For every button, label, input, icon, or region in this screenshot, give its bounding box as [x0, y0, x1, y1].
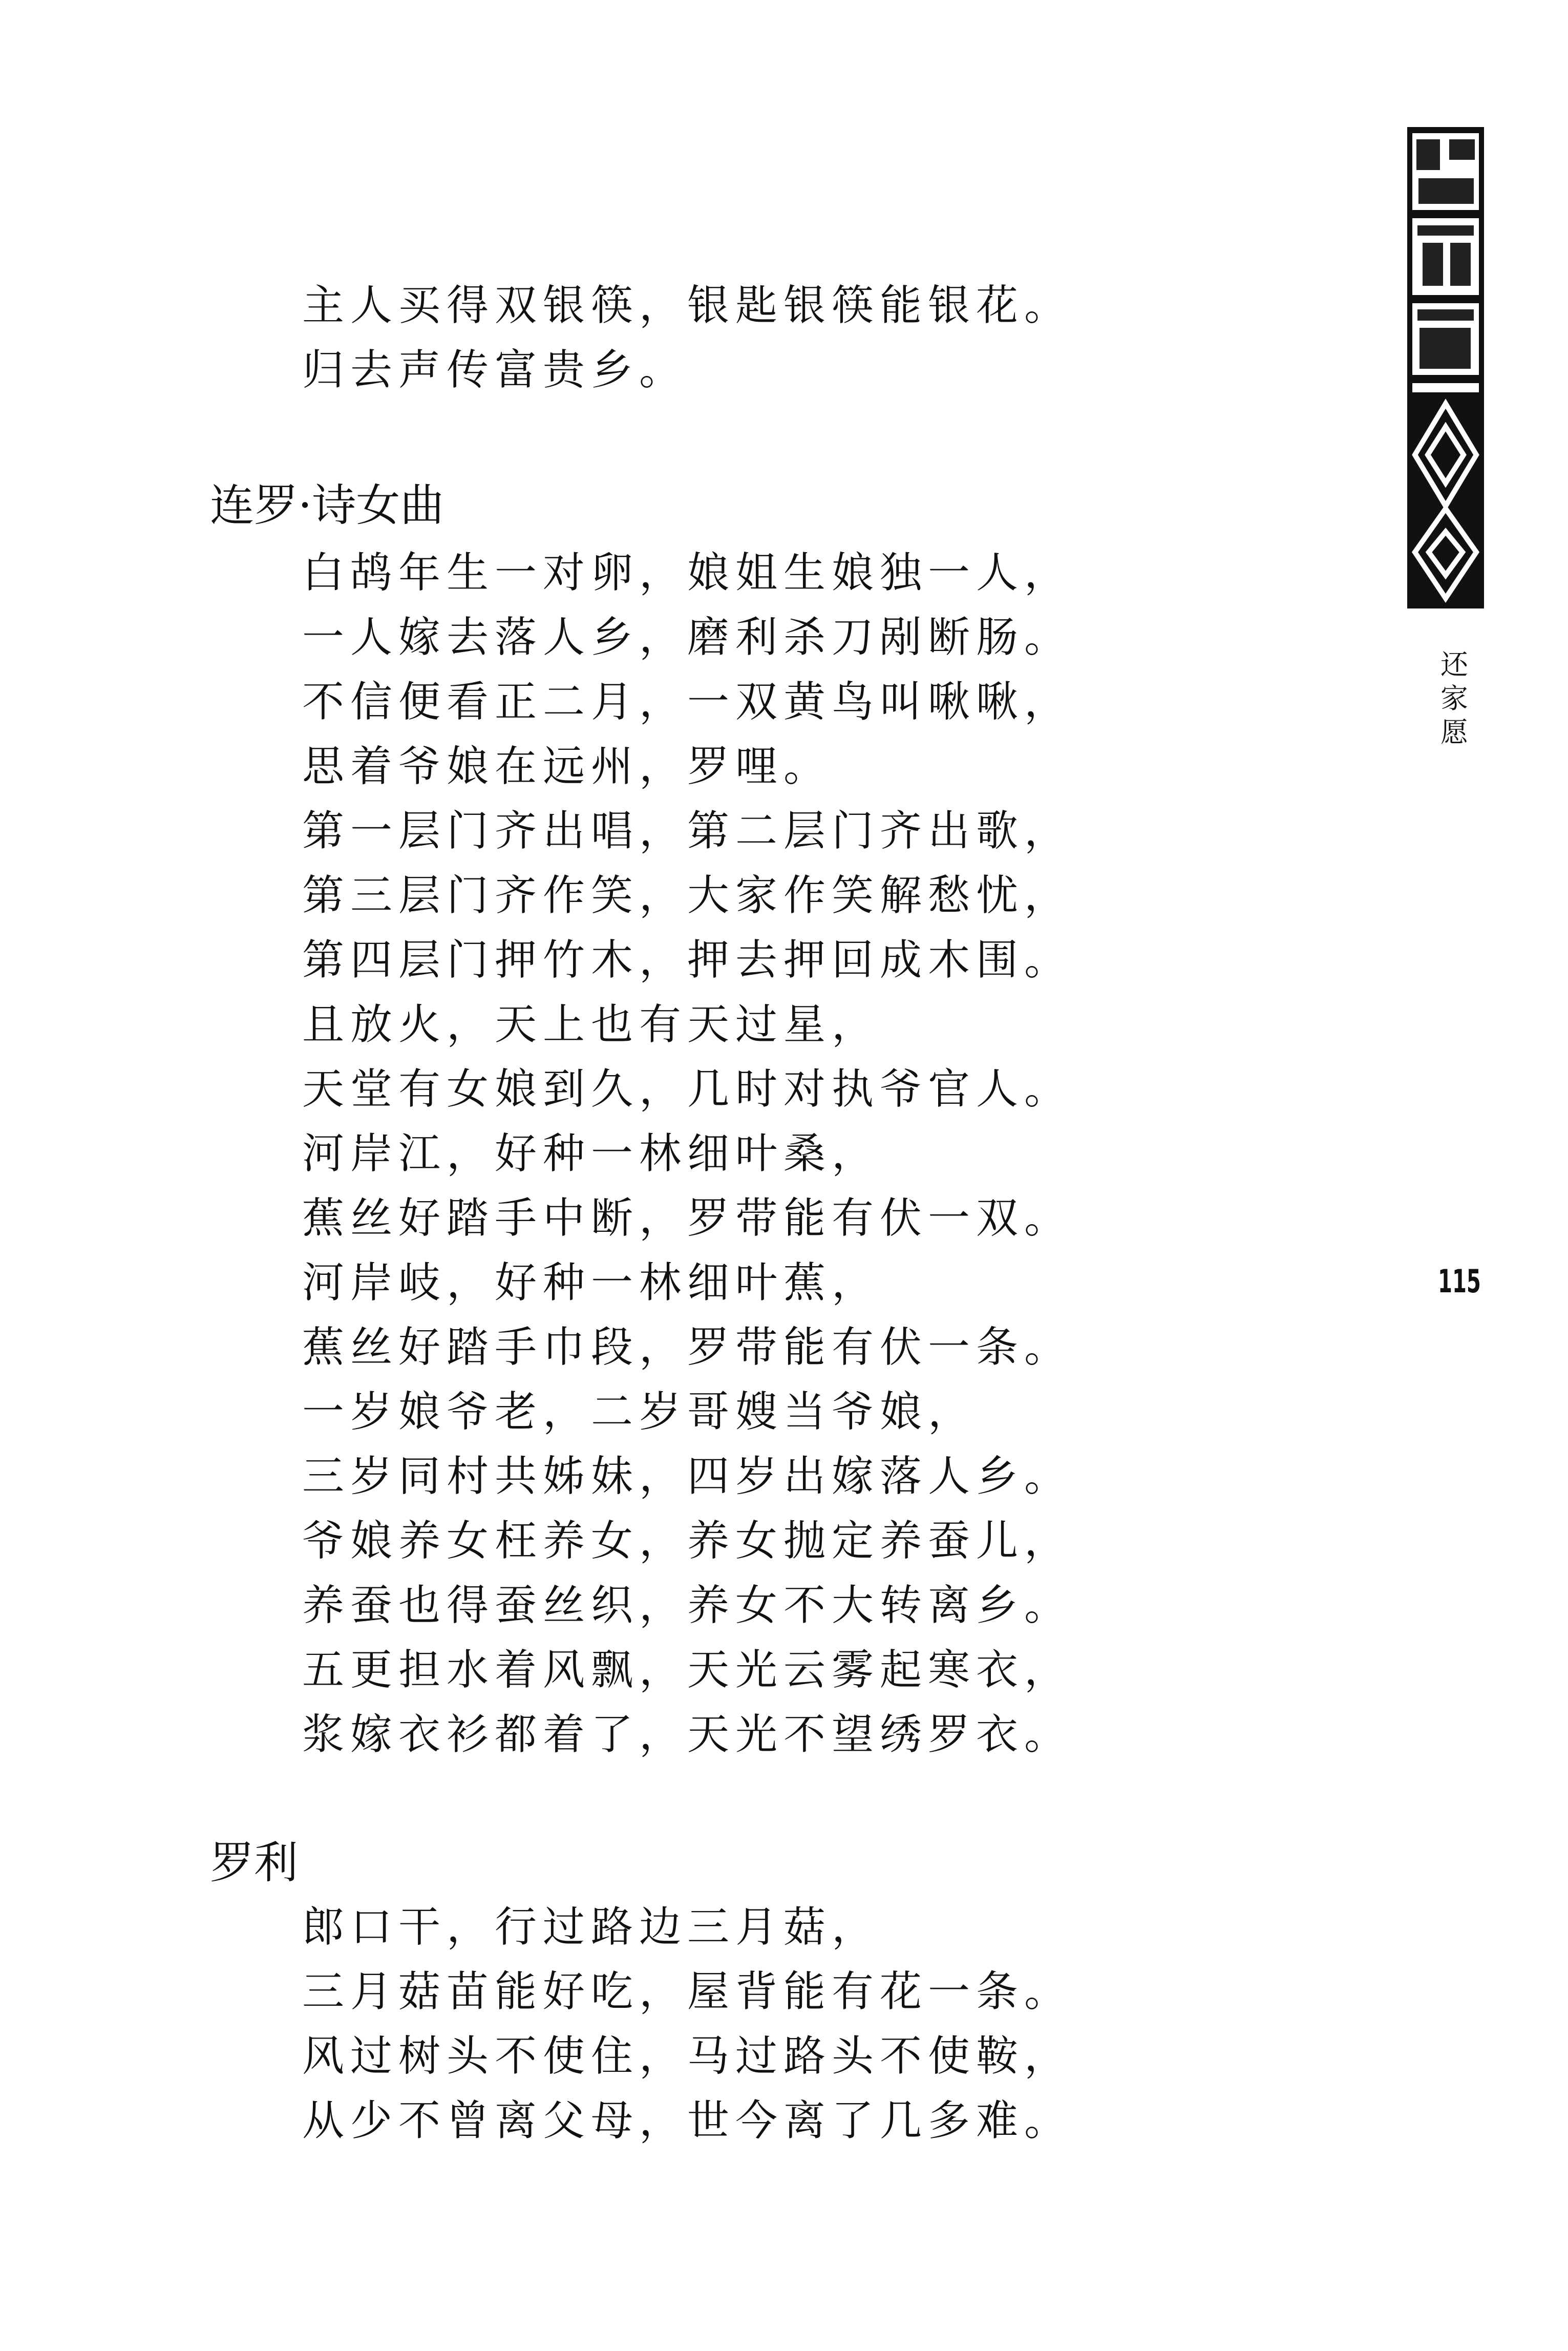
poem-line: 且放火，天上也有天过星， — [302, 1000, 880, 1049]
poem-line: 归去声传富贵乡。 — [302, 346, 688, 394]
running-title-char: 家 — [1440, 682, 1468, 715]
poem-line: 三月菇苗能好吃，屋背能有花一条。 — [302, 1967, 1073, 2016]
poem-line: 河岸江，好种一林细叶桑， — [302, 1129, 880, 1178]
poem-line: 主人买得双银筷，银匙银筷能银花。 — [302, 281, 1073, 330]
poem-line: 天堂有女娘到久，几时对执爷官人。 — [302, 1065, 1073, 1114]
poem-line: 一岁娘爷老，二岁哥嫂当爷娘， — [302, 1388, 977, 1436]
poem-line: 第三层门齐作笑，大家作笑解愁忧， — [302, 871, 1073, 920]
poem-line: 不信便看正二月，一双黄鸟叫啾啾， — [302, 678, 1073, 726]
decorative-emblem — [1407, 127, 1484, 608]
poem-line: 蕉丝好踏手中断，罗带能有伏一双。 — [302, 1194, 1073, 1243]
poem-line: 蕉丝好踏手巾段，罗带能有伏一条。 — [302, 1323, 1073, 1372]
poem-line: 第四层门押竹木，押去押回成木围。 — [302, 936, 1073, 984]
poem-line: 五更担水着风飘，天光云雾起寒衣， — [302, 1646, 1073, 1694]
poem-line: 从少不曾离父母，世今离了几多难。 — [302, 2096, 1073, 2145]
poem-line: 浆嫁衣衫都着了，天光不望绣罗衣。 — [302, 1710, 1073, 1759]
poem-line: 三岁同村共姊妹，四岁出嫁落人乡。 — [302, 1452, 1073, 1501]
poem-line: 郎口干，行过路边三月菇， — [302, 1903, 880, 1951]
poem-line: 爷娘养女枉养女，养女抛定养蚕儿， — [302, 1517, 1073, 1565]
running-section-title — [1439, 648, 1470, 749]
poem-line: 风过树头不使住，马过路头不使鞍， — [302, 2032, 1073, 2081]
poem-line: 养蚕也得蚕丝织，养女不大转离乡。 — [302, 1581, 1073, 1630]
page-number: 115 — [1438, 1263, 1481, 1300]
running-title-char: 愿 — [1440, 716, 1468, 748]
poem-line: 河岸岐，好种一林细叶蕉， — [302, 1258, 880, 1307]
poem-title: 连罗·诗女曲 — [210, 480, 444, 531]
poem-line: 一人嫁去落人乡，磨利杀刀剐断肠。 — [302, 613, 1073, 662]
poem-line: 白鸪年生一对卵，娘姐生娘独一人， — [302, 549, 1073, 597]
poem-line: 第一层门齐出唱，第二层门齐出歌， — [302, 807, 1073, 855]
running-title-char: 还 — [1440, 648, 1468, 681]
poem-line: 思着爷娘在远州，罗哩。 — [302, 742, 832, 791]
poem-title: 罗利 — [210, 1837, 298, 1888]
